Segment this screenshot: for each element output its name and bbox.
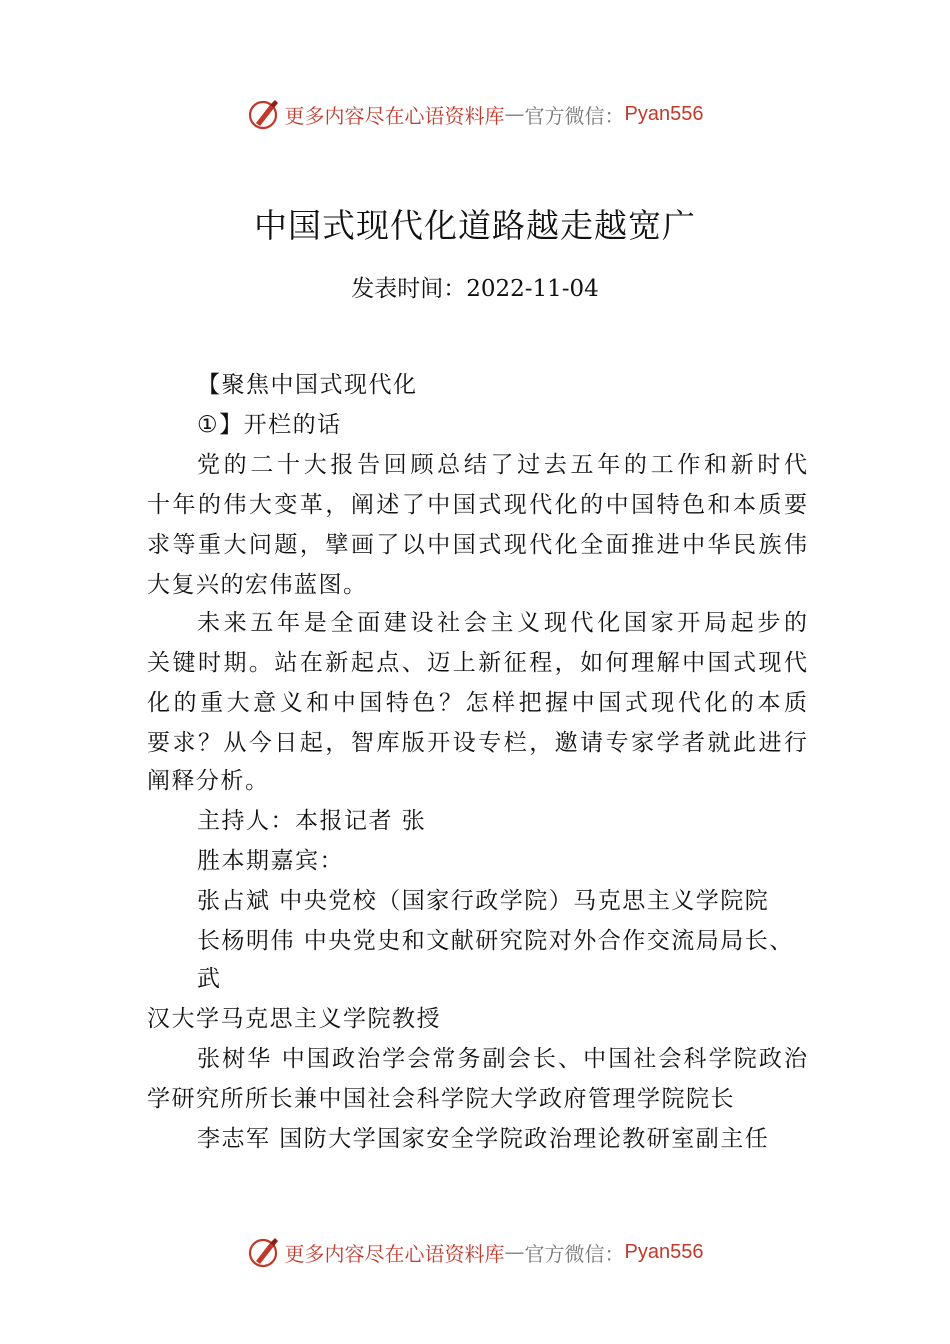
banner-wechat-label: 官方微信： <box>524 1241 625 1266</box>
column-heading: 【聚焦中国式现代化 <box>197 372 418 398</box>
paragraph-line: 大复兴的宏伟蓝图。 <box>147 572 368 598</box>
paragraph-line: 阐释分析。 <box>147 768 270 794</box>
paragraph-line: 关键时期。站在新起点、迈上新征程，如何理解中国式现代 <box>147 650 807 676</box>
banner-wechat-id: Pyan556 <box>624 102 704 125</box>
guests-label: 胜本期嘉宾： <box>197 848 344 874</box>
paragraph-line: 化的重大意义和中国特色？怎样把握中国式现代化的本质 <box>147 690 807 716</box>
pen-logo-icon <box>247 1235 281 1269</box>
footer-banner <box>0 1232 950 1272</box>
paragraph-line: 要求？从今日起，智库版开设专栏，邀请专家学者就此进行 <box>147 730 807 756</box>
guest-line: 张占斌 中央党校（国家行政学院）马克思主义学院院 <box>197 888 770 914</box>
banner-library-text: 更多内容尽在心语资料库 <box>284 1241 505 1266</box>
paragraph-line: 党的二十大报告回顾总结了过去五年的工作和新时代 <box>197 452 807 478</box>
host-line: 主持人：本报记者 张 <box>197 808 427 834</box>
paragraph-line: 未来五年是全面建设社会主义现代化国家开局起步的 <box>197 610 807 636</box>
paragraph-line: 十年的伟大变革，阐述了中国式现代化的中国特色和本质要 <box>147 492 807 518</box>
guest-line: 张树华 中国政治学会常务副会长、中国社会科学院政治 <box>197 1046 807 1072</box>
paragraph-line: 求等重大问题，擘画了以中国式现代化全面推进中华民族伟 <box>147 532 807 558</box>
banner-wechat-label: 官方微信： <box>524 103 625 128</box>
guest-line: 李志军 国防大学国家安全学院政治理论教研室副主任 <box>197 1126 770 1152</box>
banner-dash: — <box>504 102 525 126</box>
article-date: 发表时间：2022-11-04 <box>351 276 599 302</box>
guest-line: 武 <box>197 966 222 992</box>
banner-wechat-id: Pyan556 <box>624 1240 704 1263</box>
guest-line: 长杨明伟 中央党史和文献研究院对外合作交流局局长、 <box>197 928 794 954</box>
guest-line: 汉大学马克思主义学院教授 <box>147 1006 441 1032</box>
banner-library-text: 更多内容尽在心语资料库 <box>284 103 505 128</box>
banner-dash: — <box>504 1240 525 1264</box>
header-banner <box>0 94 950 134</box>
pen-logo-icon <box>247 97 281 131</box>
article-title: 中国式现代化道路越走越宽广 <box>254 206 696 245</box>
column-heading-cont: ①】开栏的话 <box>197 412 342 438</box>
guest-line: 学研究所所长兼中国社会科学院大学政府管理学院院长 <box>147 1086 735 1112</box>
